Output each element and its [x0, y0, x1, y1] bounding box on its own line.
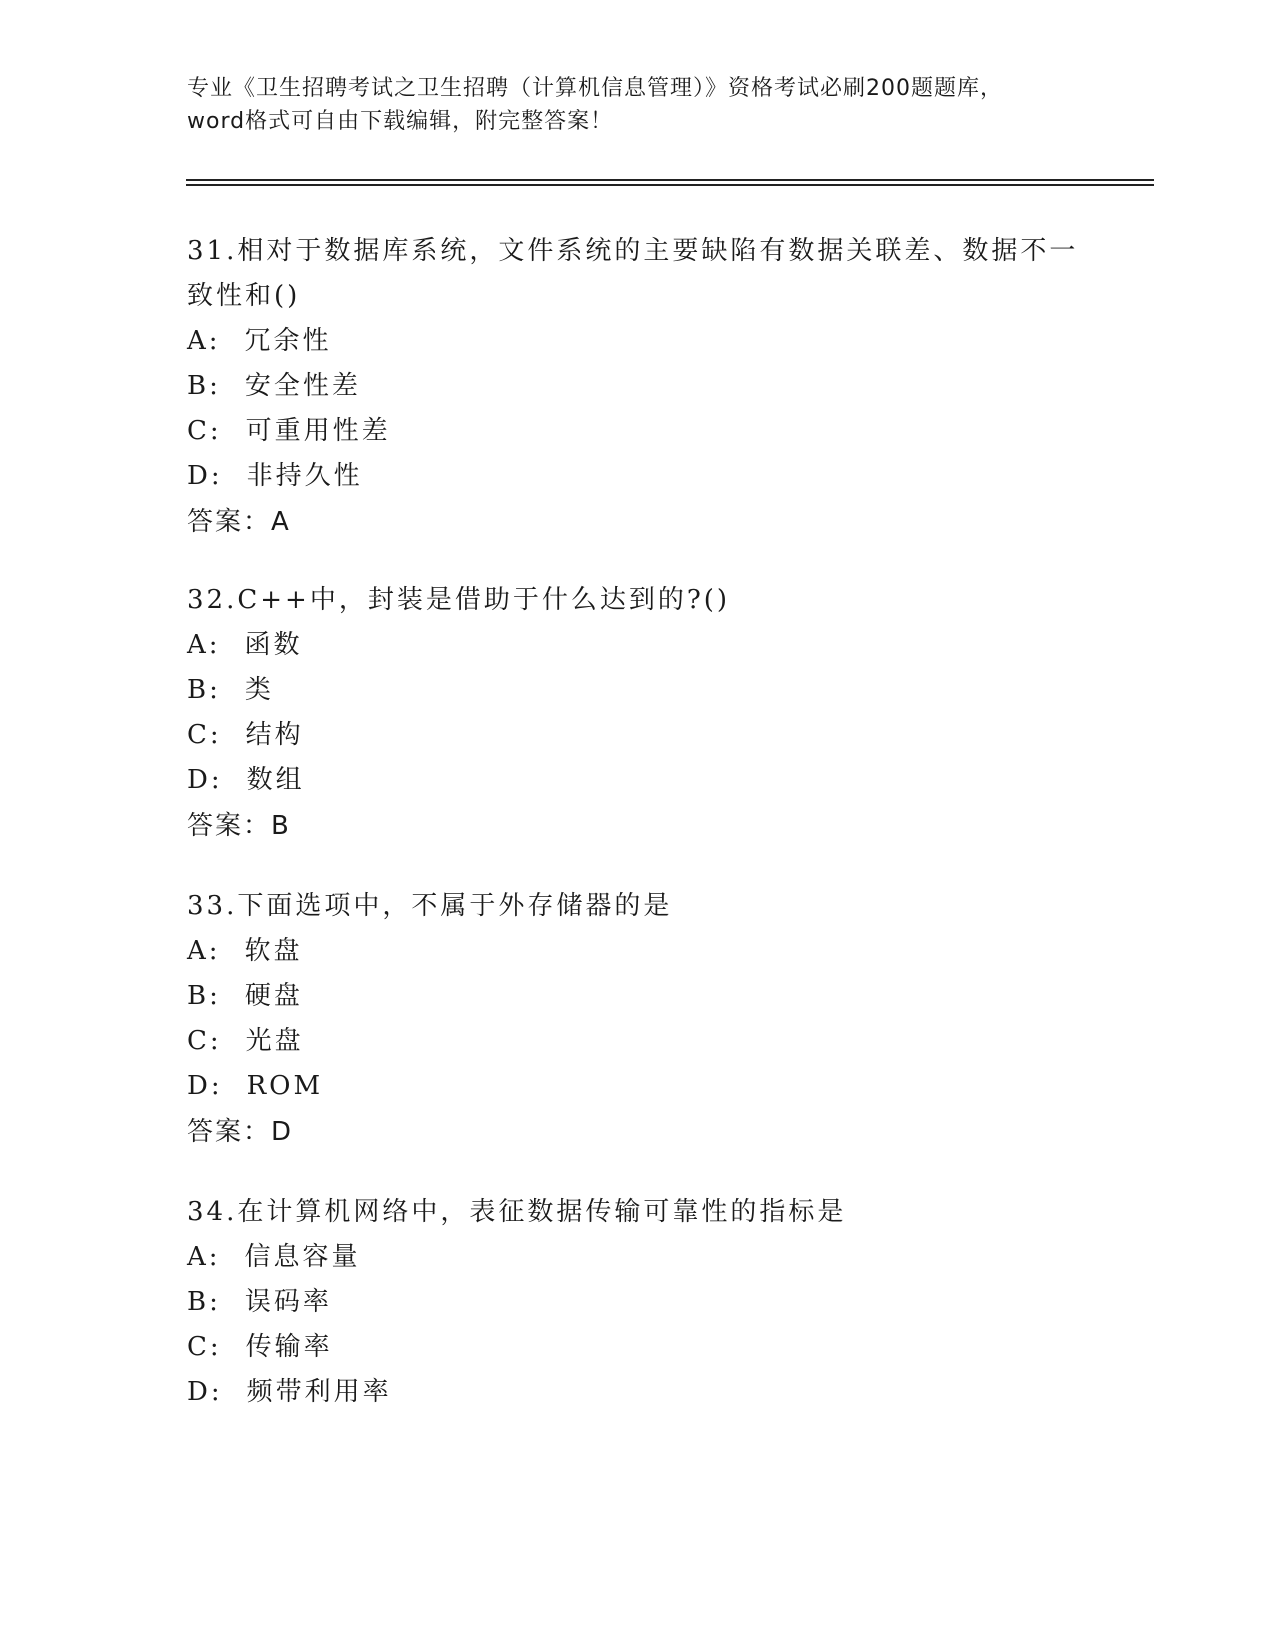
question-number: 31.	[187, 236, 238, 266]
option-letter: C:	[187, 416, 222, 446]
option-text: 函数	[244, 630, 303, 660]
question-33	[187, 884, 1107, 1155]
question-32	[187, 578, 1107, 849]
option-letter: B:	[187, 981, 221, 1011]
option-text: 频带利用率	[246, 1377, 392, 1407]
question-text: 下面选项中，不属于外存储器的是	[237, 891, 673, 921]
option-c	[187, 409, 1107, 454]
question-text: C++中，封装是借助于什么达到的?()	[237, 585, 731, 615]
option-b	[187, 668, 1107, 713]
option-c	[187, 1019, 1107, 1064]
question-text-continued: 致性和()	[187, 281, 301, 311]
option-text: 安全性差	[244, 371, 361, 401]
question-stem	[187, 578, 1107, 623]
document-header	[187, 72, 1087, 138]
option-c	[187, 713, 1107, 758]
option-letter: D:	[187, 1377, 223, 1407]
option-letter: C:	[187, 1332, 222, 1362]
option-letter: A:	[187, 326, 221, 356]
question-34	[187, 1190, 1107, 1415]
option-text: 数组	[246, 765, 305, 795]
question-stem	[187, 1190, 1107, 1235]
option-text: 软盘	[244, 936, 303, 966]
option-c	[187, 1325, 1107, 1370]
option-text: 可重用性差	[245, 416, 391, 446]
option-a	[187, 623, 1107, 668]
question-31	[187, 229, 1107, 545]
option-text: 硬盘	[244, 981, 303, 1011]
option-letter: C:	[187, 720, 222, 750]
option-text: 信息容量	[244, 1242, 361, 1272]
question-number: 32.	[187, 585, 238, 615]
option-text: 误码率	[244, 1287, 332, 1317]
option-a	[187, 1235, 1107, 1280]
option-d	[187, 454, 1107, 499]
option-text: 非持久性	[246, 461, 363, 491]
option-d	[187, 1064, 1107, 1109]
question-stem	[187, 229, 1107, 274]
option-text: ROM	[246, 1071, 324, 1101]
option-b	[187, 364, 1107, 409]
option-letter: B:	[187, 675, 221, 705]
header-divider-top	[186, 179, 1154, 181]
option-a	[187, 929, 1107, 974]
question-number: 33.	[187, 891, 238, 921]
option-a	[187, 319, 1107, 364]
question-stem	[187, 884, 1107, 929]
question-text: 在计算机网络中，表征数据传输可靠性的指标是	[237, 1197, 847, 1227]
option-b	[187, 974, 1107, 1019]
option-text: 结构	[245, 720, 304, 750]
option-letter: A:	[187, 936, 221, 966]
answer: 答案：D	[187, 1117, 294, 1147]
option-letter: D:	[187, 1071, 223, 1101]
header-line-2: word格式可自由下载编辑，附完整答案！	[187, 109, 614, 134]
option-d	[187, 1370, 1107, 1415]
option-b	[187, 1280, 1107, 1325]
option-letter: D:	[187, 461, 223, 491]
option-text: 冗余性	[244, 326, 332, 356]
question-text: 相对于数据库系统，文件系统的主要缺陷有数据关联差、数据不一	[237, 236, 1079, 266]
header-line-1: 专业《卫生招聘考试之卫生招聘（计算机信息管理）》资格考试必刷200题题库，	[187, 76, 1003, 101]
answer: 答案：B	[187, 811, 291, 841]
option-letter: D:	[187, 765, 223, 795]
option-letter: C:	[187, 1026, 222, 1056]
option-letter: A:	[187, 630, 221, 660]
option-text: 光盘	[245, 1026, 304, 1056]
option-d	[187, 758, 1107, 803]
header-divider-bottom	[186, 184, 1154, 186]
question-number: 34.	[187, 1197, 238, 1227]
option-letter: B:	[187, 1287, 221, 1317]
answer: 答案：A	[187, 507, 291, 537]
option-text: 类	[244, 675, 274, 705]
option-letter: A:	[187, 1242, 221, 1272]
option-text: 传输率	[245, 1332, 333, 1362]
option-letter: B:	[187, 371, 221, 401]
